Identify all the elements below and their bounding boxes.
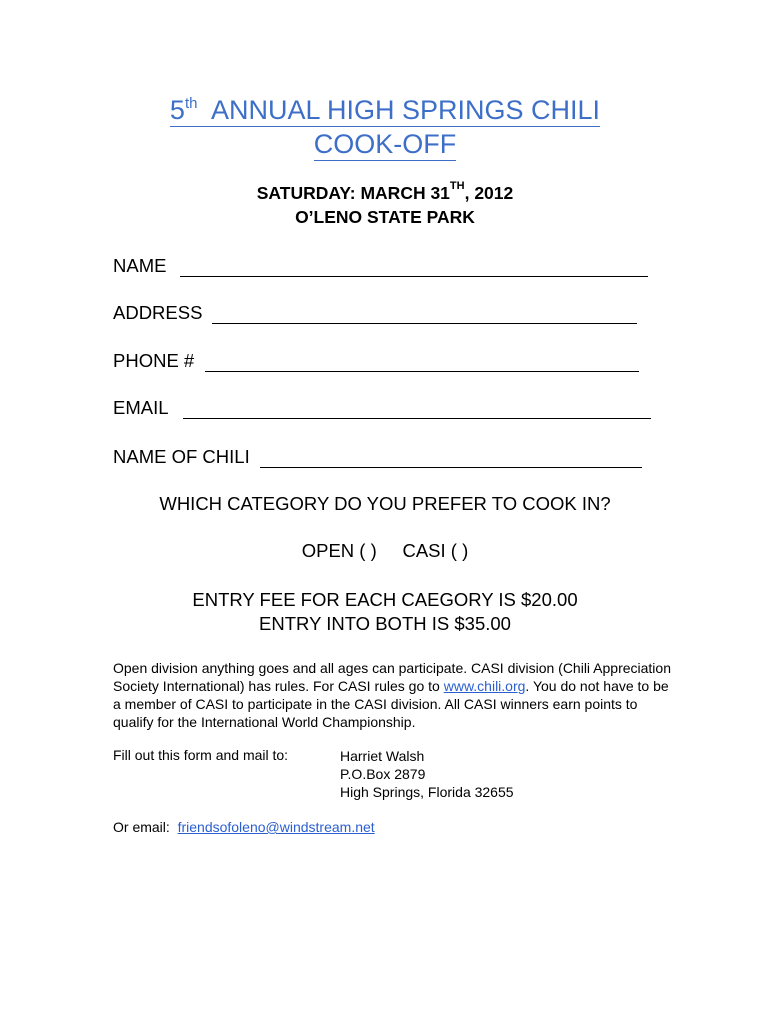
event-date-sup: TH — [449, 180, 465, 192]
category-question: WHICH CATEGORY DO YOU PREFER TO COOK IN? — [159, 493, 611, 514]
info-text-after-link: . You do not have to be a member of CASI to participate in the CASI division. All CASI winners earn points to qualify for the International World Championship. — [113, 678, 669, 730]
event-location: O’LENO STATE PARK — [295, 207, 475, 227]
title-line1-text: ANNUAL HIGH SPRINGS CHILI — [210, 95, 601, 125]
form-title-line1 — [0, 94, 770, 126]
chili-name-field-line[interactable] — [260, 449, 642, 468]
address-field-label: ADDRESS — [113, 302, 203, 323]
phone-field — [113, 350, 639, 372]
email-field-label: EMAIL — [113, 397, 169, 418]
phone-field-label: PHONE # — [113, 350, 195, 371]
email-address-link[interactable]: friendsofoleno@windstream.net — [177, 819, 375, 835]
phone-field-line[interactable] — [205, 353, 639, 372]
title-ordinal-suffix: th — [184, 95, 198, 112]
mail-city-state-zip: High Springs, Florida 32655 — [340, 784, 514, 800]
email-field-line[interactable] — [183, 400, 651, 419]
division-info-paragraph — [113, 659, 673, 731]
address-field-line[interactable] — [212, 305, 637, 324]
entry-fee-line2: ENTRY INTO BOTH IS $35.00 — [259, 613, 511, 634]
chili-name-field-label: NAME OF CHILI — [113, 446, 250, 467]
chili-org-link[interactable]: www.chili.org — [443, 678, 526, 694]
event-date-prefix: SATURDAY: MARCH 31 — [256, 183, 450, 203]
entry-fee-line1: ENTRY FEE FOR EACH CAEGORY IS $20.00 — [192, 589, 578, 610]
name-field-line[interactable] — [180, 258, 648, 277]
chili-name-field — [113, 446, 642, 468]
email-contact-label: Or email: — [113, 819, 170, 835]
mailing-address — [340, 747, 514, 801]
email-field — [113, 397, 651, 419]
name-field-label: NAME — [113, 255, 167, 276]
mail-recipient-name: Harriet Walsh — [340, 748, 425, 764]
title-ordinal-number: 5 — [169, 95, 185, 125]
event-date-year: , 2012 — [464, 183, 514, 203]
name-field — [113, 255, 648, 277]
event-date — [0, 180, 770, 204]
title-line2-text: COOK-OFF — [313, 129, 457, 159]
mail-instructions: Fill out this form and mail to: — [113, 747, 289, 763]
email-contact — [113, 819, 375, 835]
mail-po-box: P.O.Box 2879 — [340, 766, 426, 782]
category-options[interactable]: OPEN ( ) CASI ( ) — [301, 540, 469, 561]
form-title-line2 — [0, 128, 770, 160]
info-text-before-link: Open division anything goes and all ages can participate. CASI division (Chili Appreciation Society International) has rules. For CASI rules go to — [113, 660, 671, 694]
address-field — [113, 302, 637, 324]
